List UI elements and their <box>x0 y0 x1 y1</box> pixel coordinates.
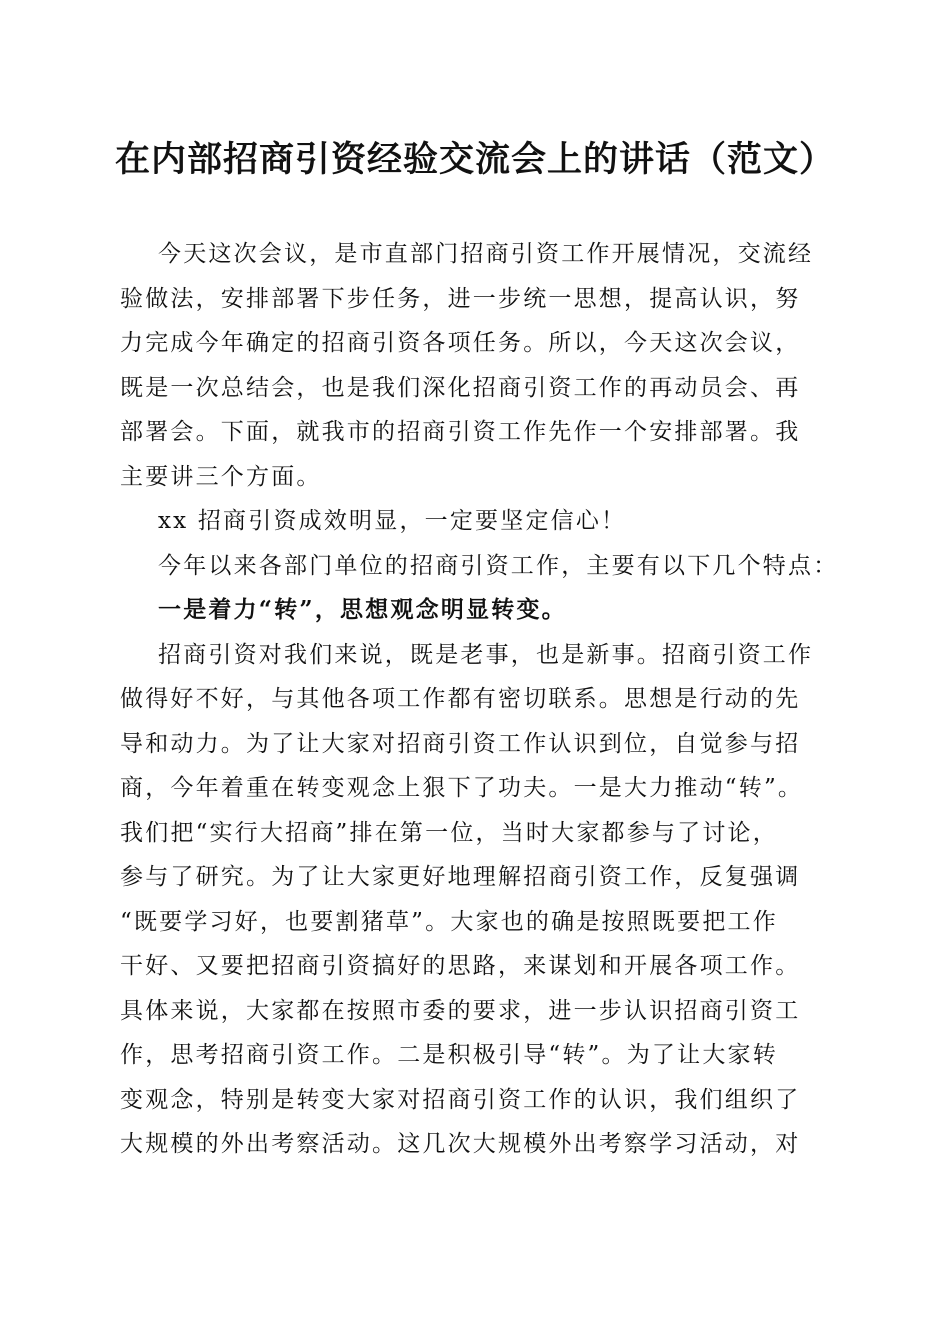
body-text-line: 今天这次会议，是市直部门招商引资工作开展情况，交流经 <box>158 241 814 267</box>
section-heading-line: 一是着力“转”，思想观念明显转变。 <box>158 596 567 623</box>
body-text-line: 具体来说，大家都在按照市委的要求，进一步认识招商引资工 <box>120 997 801 1024</box>
body-text-line: 做得好不好，与其他各项工作都有密切联系。思想是行动的先 <box>120 686 801 712</box>
body-text-line: 力完成今年确定的招商引资各项任务。所以，今天这次会议， <box>120 330 801 356</box>
body-text-line: 我们把“实行大招商”排在第一位，当时大家都参与了讨论， <box>120 819 778 846</box>
document-title: 在内部招商引资经验交流会上的讲话（范文） <box>114 139 835 180</box>
document-body <box>120 232 839 1167</box>
body-text-line: 主要讲三个方面。 <box>120 463 322 490</box>
body-text-line: 部署会。下面，就我市的招商引资工作先作一个安排部署。我 <box>120 419 801 445</box>
body-text-line: 商，今年着重在转变观念上狠下了功夫。一是大力推动“转”。 <box>120 775 804 801</box>
body-text-line: 大规模的外出考察活动。这几次大规模外出考察学习活动，对 <box>120 1131 801 1157</box>
body-text-line: 参与了研究。为了让大家更好地理解招商引资工作，反复强调 <box>120 864 801 890</box>
body-text-line: “既要学习好，也要割猪草”。大家也的确是按照既要把工作 <box>120 908 778 935</box>
body-text-line: 变观念，特别是转变大家对招商引资工作的认识，我们组织了 <box>120 1086 801 1113</box>
body-text-line: 既是一次总结会，也是我们深化招商引资工作的再动员会、再 <box>120 374 801 401</box>
body-text-line: 干好、又要把招商引资搞好的思路，来谋划和开展各项工作。 <box>120 953 801 979</box>
body-text-line: 验做法，安排部署下步任务，进一步统一思想，提高认识，努 <box>120 285 801 312</box>
body-text-line: xx 招商引资成效明显，一定要坚定信心！ <box>158 508 627 534</box>
body-text-line: 作，思考招商引资工作。二是积极引导“转”。为了让大家转 <box>120 1042 778 1068</box>
body-text-line: 导和动力。为了让大家对招商引资工作认识到位，自觉参与招 <box>120 730 801 757</box>
body-text-line: 今年以来各部门单位的招商引资工作，主要有以下几个特点： <box>158 552 839 579</box>
body-text-line: 招商引资对我们来说，既是老事，也是新事。招商引资工作 <box>158 641 814 668</box>
